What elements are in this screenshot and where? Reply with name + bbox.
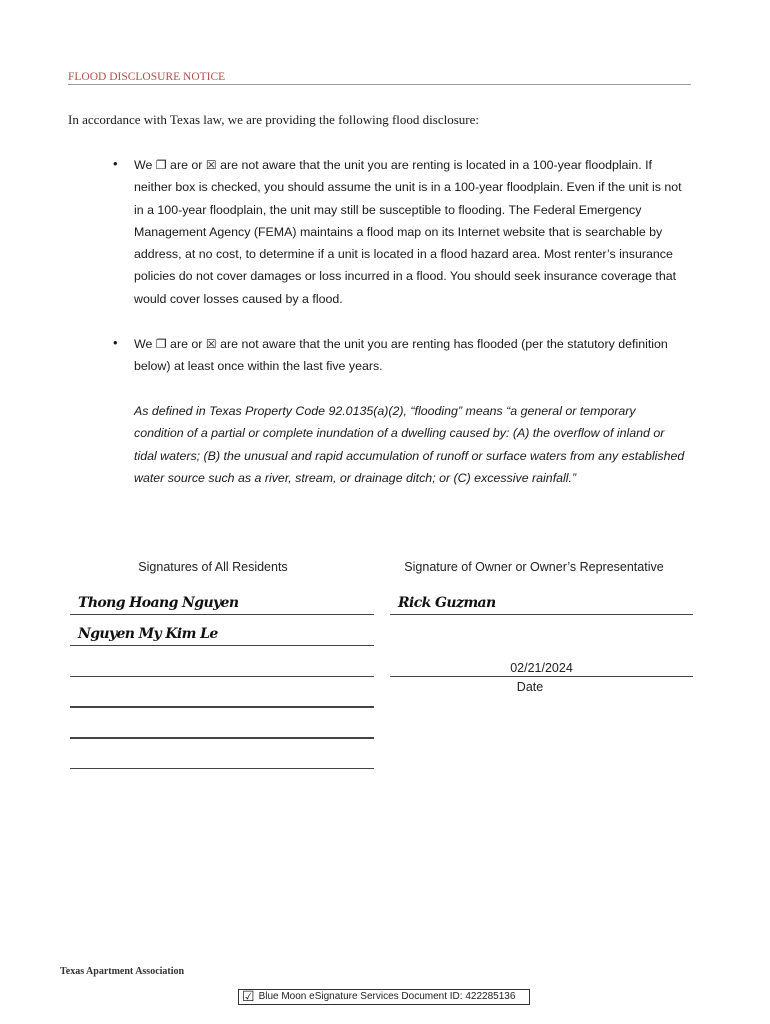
- paragraph-line: policies do not cover damages or loss incurred in a flood. You should seek insurance coverage that: [134, 269, 677, 284]
- resident-signature-1: Thong Hoang Nguyen: [78, 595, 239, 611]
- are-or-label: are or: [170, 158, 203, 172]
- are-or-label: are or: [170, 337, 203, 351]
- we-label: We: [134, 337, 153, 351]
- bullet-marker: •: [113, 156, 118, 171]
- bullet-marker: •: [113, 335, 118, 350]
- definition-line: water source such as a river, stream, or drainage ditch; or (C) excessive rainfall.”: [134, 470, 577, 485]
- definition-line: tidal waters; (B) the unusual and rapid accumulation of runoff or surface waters from any established: [134, 448, 685, 463]
- paragraph-line: below) at least once within the last five years.: [134, 359, 383, 374]
- resident-signature-line[interactable]: [70, 706, 374, 708]
- date-line[interactable]: [390, 676, 693, 677]
- date-label: Date: [516, 680, 544, 694]
- flooded-paragraph: [134, 333, 699, 378]
- resident-signature-line[interactable]: [70, 645, 374, 646]
- resident-signature-line[interactable]: [70, 614, 374, 615]
- association-footer: Texas Apartment Association: [60, 966, 185, 977]
- resident-signature-line[interactable]: [70, 768, 374, 769]
- owner-signature-line[interactable]: [390, 614, 693, 615]
- not-aware-checkbox[interactable]: ☒: [205, 337, 217, 351]
- floodplain-paragraph: [134, 154, 699, 310]
- definition-line: As defined in Texas Property Code 92.0135(a)(2), “flooding” means “a general or temporary: [134, 404, 636, 418]
- notice-intro: In accordance with Texas law, we are providing the following flood disclosure:: [68, 112, 479, 127]
- floodplain-line-rest: are not aware that the unit you are renting is located in a 100-year floodplain. If: [220, 158, 652, 172]
- residents-signature-label: Signatures of All Residents: [138, 560, 288, 574]
- owner-signature: Rick Guzman: [398, 595, 496, 611]
- owner-signature-label: Signature of Owner or Owner’s Representative: [404, 560, 664, 574]
- resident-signature-line[interactable]: [70, 676, 374, 677]
- are-aware-checkbox[interactable]: ❐: [155, 337, 167, 351]
- notice-title: FLOOD DISCLOSURE NOTICE: [68, 71, 691, 85]
- paragraph-line: Management Agency (FEMA) maintains a flood map on its Internet website that is searchable by: [134, 224, 663, 239]
- not-aware-checkbox[interactable]: ☒: [205, 158, 217, 172]
- we-label: We: [134, 158, 153, 172]
- paragraph-line: neither box is checked, you should assume the unit is in a 100-year floodplain. Even if the unit is not: [134, 180, 682, 195]
- date-value: 02/21/2024: [510, 661, 573, 675]
- paragraph-line: address, at no cost, to determine if a unit is located in a flood hazard area. Most renter’s insurance: [134, 247, 673, 262]
- esignature-document-id: Blue Moon eSignature Services Document ID: 422285136: [258, 991, 516, 1002]
- paragraph-line: in a 100-year floodplain, the unit may still be susceptible to flooding. The Federal Emergency: [134, 202, 642, 217]
- flooded-first-line: [134, 333, 699, 355]
- floodplain-first-line: [134, 154, 699, 176]
- checkmark-icon: ☑: [242, 989, 255, 1005]
- resident-signature-line[interactable]: [70, 737, 374, 739]
- definition-line: condition of a partial or complete inundation of a dwelling caused by: (A) the overflow of inland or: [134, 426, 665, 441]
- flooded-line-rest: are not aware that the unit you are renting has flooded (per the statutory definition: [220, 337, 668, 351]
- flooding-definition: [134, 400, 699, 489]
- paragraph-line: would cover losses caused by a flood.: [134, 291, 343, 306]
- esignature-badge: [238, 989, 530, 1005]
- resident-signature-2: Nguyen My Kim Le: [78, 626, 218, 642]
- are-aware-checkbox[interactable]: ❐: [155, 158, 167, 172]
